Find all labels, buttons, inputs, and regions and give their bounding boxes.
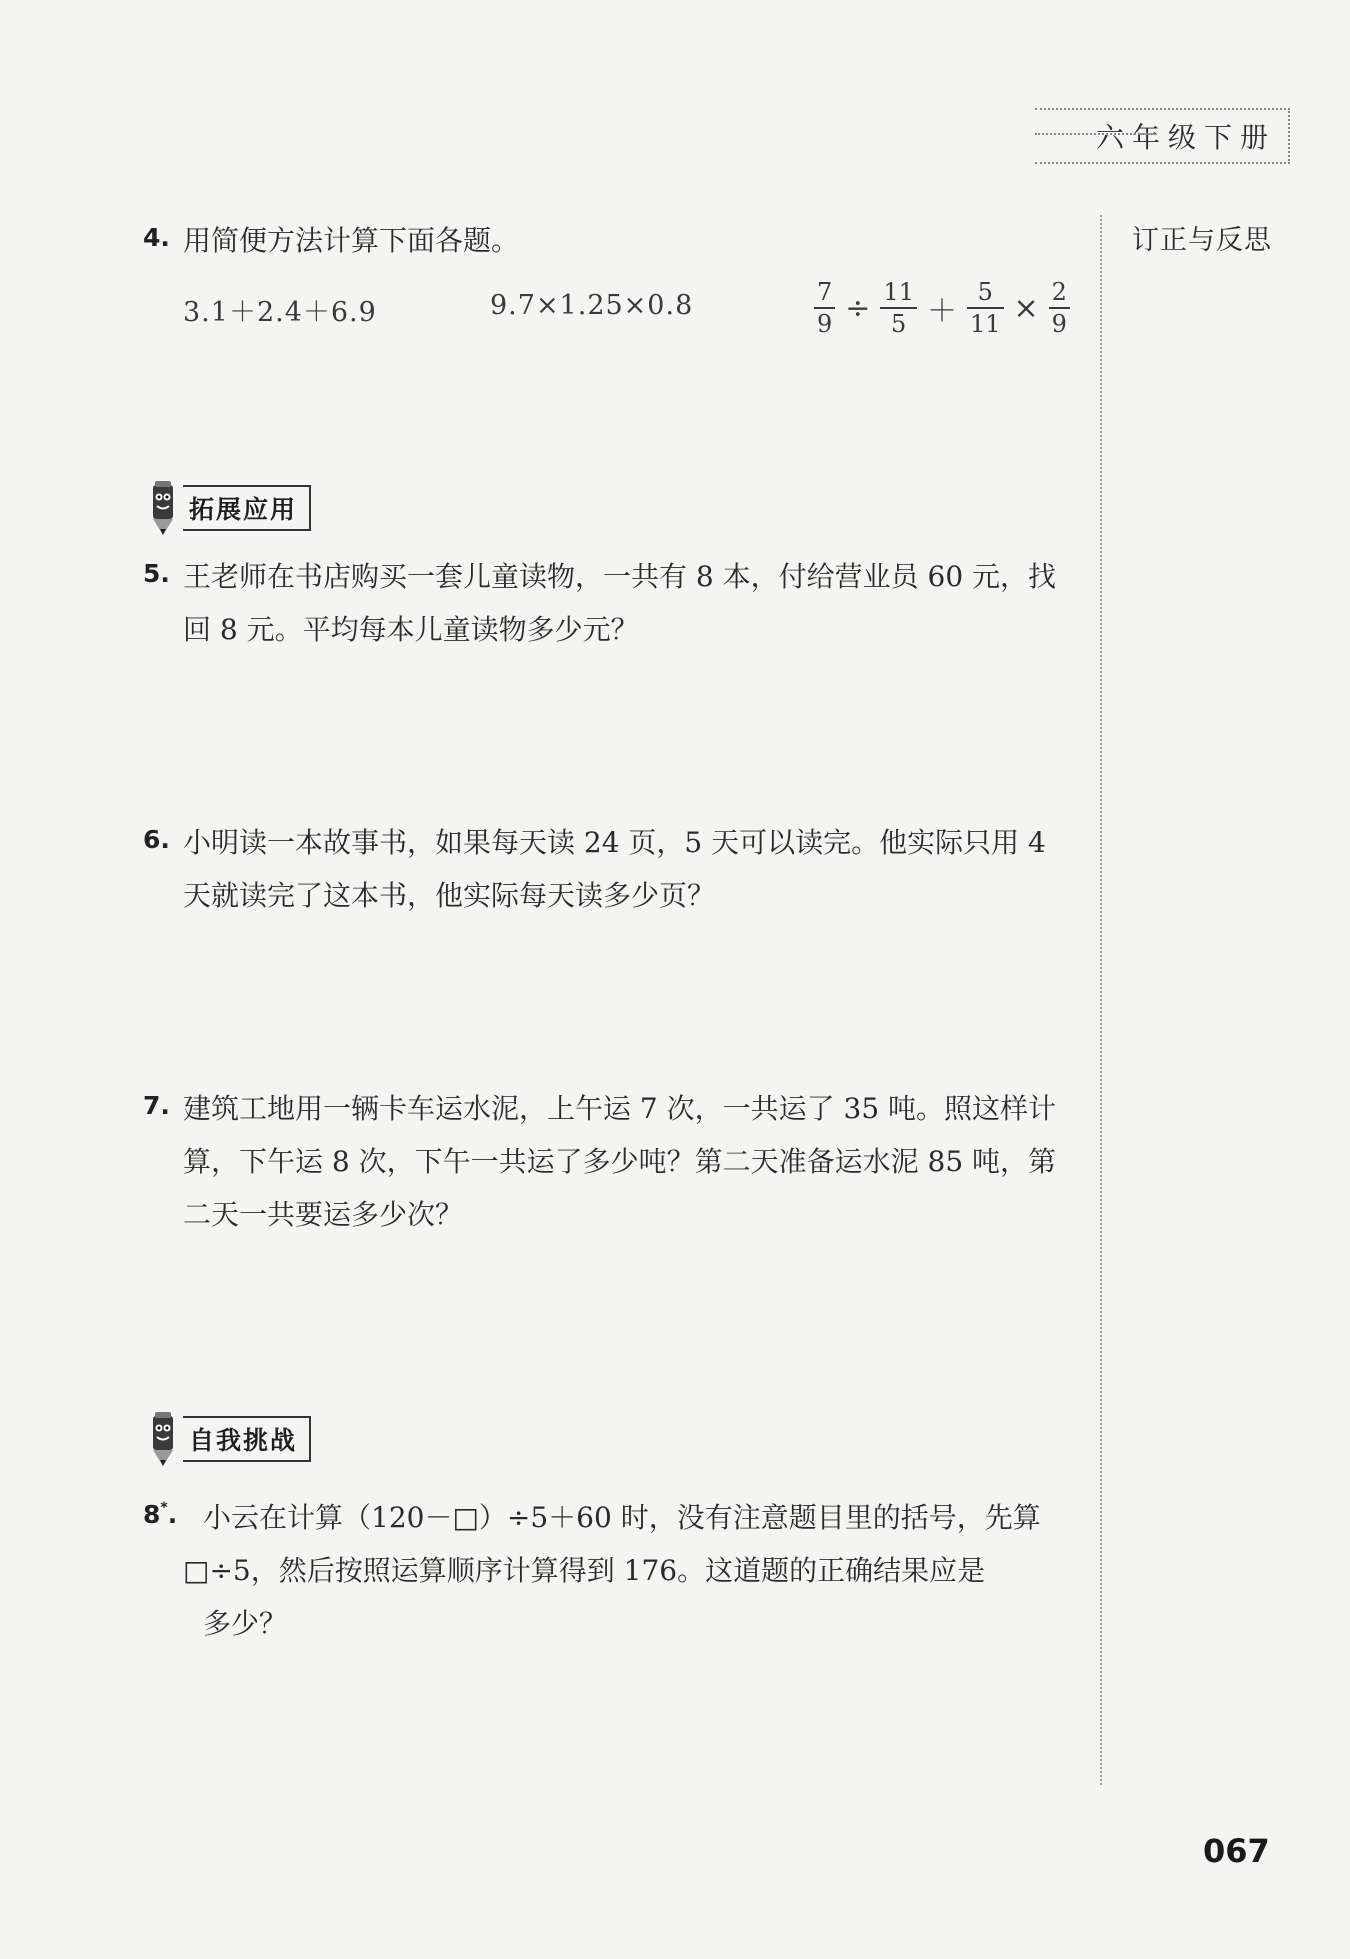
- q6-line-2: 天就读完了这本书，他实际每天读多少页？: [183, 879, 716, 912]
- q7-line-2: 算，下午运 8 次，下午一共运了多少吨？第二天准备运水泥 85 吨，第: [183, 1145, 1057, 1178]
- pencil-mascot-icon: [145, 479, 181, 537]
- q8-number: [143, 1500, 177, 1529]
- numerator: 11: [883, 278, 914, 306]
- q4-expression-2: 9.7×1.25×0.8: [490, 290, 694, 321]
- fraction-5-11: [967, 277, 1004, 339]
- fraction-7-9: [814, 277, 835, 339]
- margin-title: 订正与反思: [1132, 225, 1272, 256]
- pencil-mascot-icon: [145, 1410, 181, 1468]
- q4-expression-1: 3.1＋2.4＋6.9: [183, 297, 377, 328]
- section-banner-extension: [145, 482, 311, 534]
- grade-label: 六年级下册: [1086, 116, 1276, 156]
- denominator: 5: [891, 310, 907, 338]
- header-dotted-line: [1035, 133, 1155, 135]
- numerator: 2: [1051, 278, 1067, 306]
- q7-number: 7.: [143, 1091, 170, 1120]
- q7-line-1: 建筑工地用一辆卡车运水泥，上午运 7 次，一共运了 35 吨。照这样计: [183, 1092, 1057, 1125]
- q8-line-1: 小云在计算（120－□）÷5＋60 时，没有注意题目里的括号，先算: [203, 1501, 1041, 1534]
- q5-number: 5.: [143, 559, 170, 588]
- q8-line-3: 多少？: [203, 1607, 288, 1640]
- denominator: 11: [969, 310, 1001, 338]
- plus-operator: ＋: [926, 294, 957, 329]
- q6-line-1: 小明读一本故事书，如果每天读 24 页，5 天可以读完。他实际只用 4: [183, 826, 1046, 859]
- q8-number-dot: .: [167, 1500, 178, 1529]
- fraction-2-9: [1049, 277, 1070, 339]
- q6-number: 6.: [143, 825, 170, 854]
- q4-expression-3: [810, 273, 1074, 343]
- denominator: 9: [817, 310, 833, 338]
- q4-text: 用简便方法计算下面各题。: [183, 224, 520, 257]
- numerator: 7: [817, 278, 833, 306]
- q4-number: 4.: [143, 223, 170, 252]
- q8-number-digit: 8: [143, 1500, 161, 1529]
- q8-star: *: [160, 1500, 168, 1516]
- multiply-operator: ×: [1013, 290, 1039, 326]
- q7-line-3: 二天一共要运多少次？: [183, 1198, 464, 1231]
- divide-operator: ÷: [845, 290, 871, 326]
- fraction-11-5: [880, 277, 917, 339]
- page-number: 067: [1203, 1832, 1270, 1870]
- section-banner-challenge: [145, 1413, 311, 1465]
- section-label: 拓展应用: [183, 485, 311, 531]
- section-label: 自我挑战: [183, 1416, 311, 1462]
- numerator: 5: [977, 278, 993, 306]
- grade-tag: [1035, 108, 1290, 164]
- q5-line-2: 回 8 元。平均每本儿童读物多少元？: [183, 613, 639, 646]
- denominator: 9: [1051, 310, 1067, 338]
- margin-divider: [1100, 215, 1102, 1785]
- q5-line-1: 王老师在书店购买一套儿童读物，一共有 8 本，付给营业员 60 元，找: [183, 560, 1057, 593]
- q8-line-2: □÷5，然后按照运算顺序计算得到 176。这道题的正确结果应是: [183, 1554, 986, 1587]
